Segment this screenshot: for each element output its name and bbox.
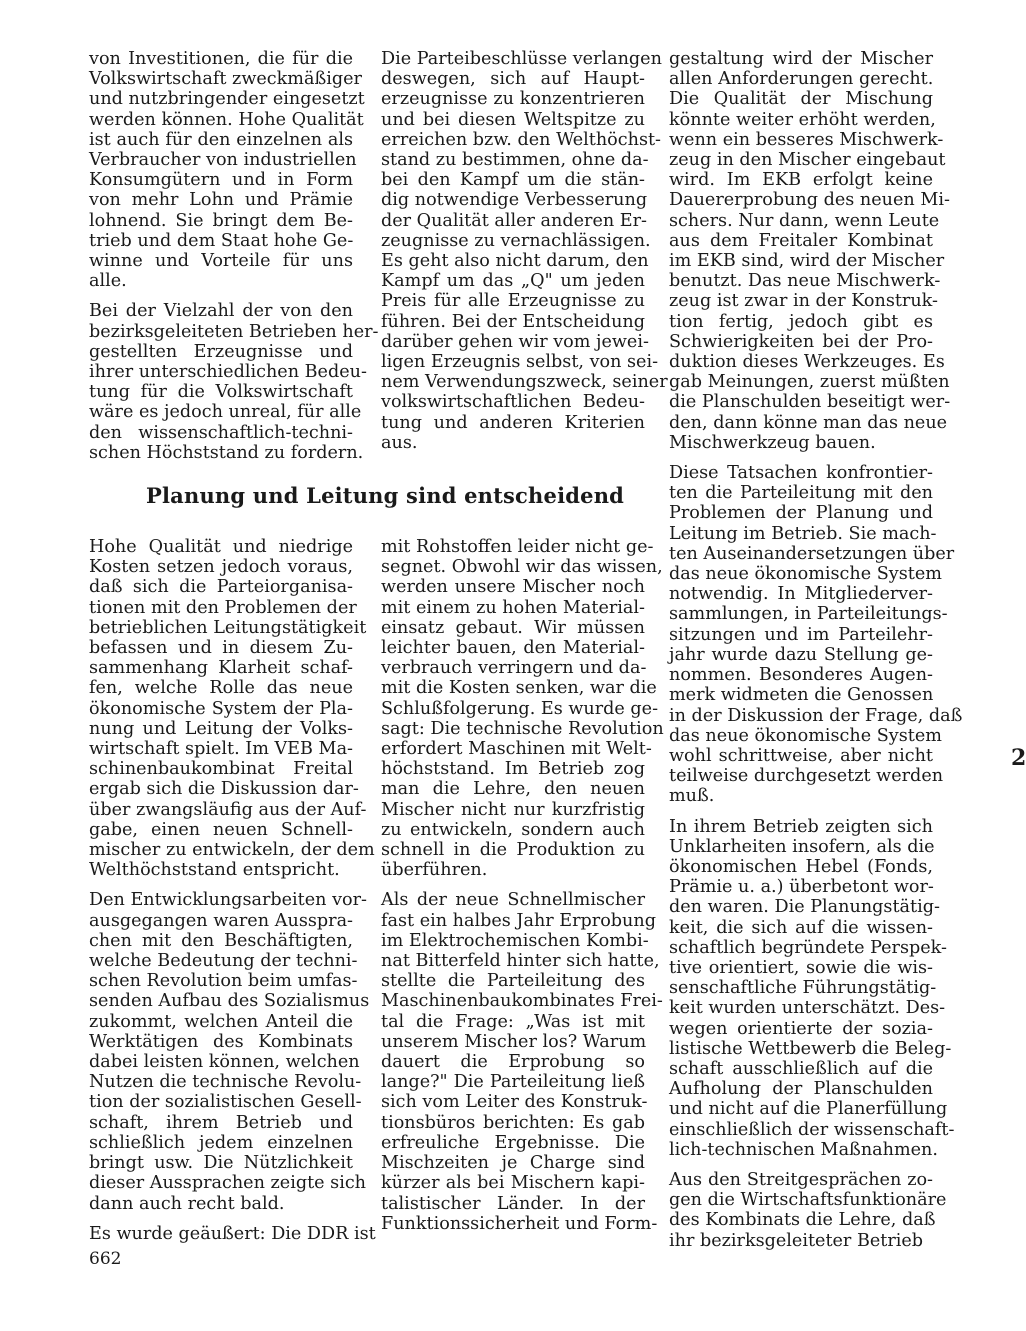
text-line: und bei diesen Weltspitze zu — [381, 109, 645, 130]
column-1-bottom — [89, 537, 376, 1254]
text-line: Bei der Vielzahl der von den — [89, 301, 353, 322]
text-line: tionen mit den Problemen der — [89, 597, 357, 618]
paragraph — [381, 49, 668, 453]
text-line: tion der sozialistischen Gesell- — [89, 1092, 362, 1113]
text-line: könnte weiter erhöht werden, — [669, 109, 936, 130]
text-line: das neue ökonomische System — [669, 725, 942, 746]
text-line: gab Meinungen, zuerst müßten — [669, 372, 950, 393]
text-line: Maschinenbaukombinates Frei- — [381, 991, 663, 1012]
text-line: volkswirtschaftlichen Bedeu- — [381, 392, 645, 413]
text-line: dig notwendige Verbesserung — [381, 190, 648, 211]
text-line: Verbraucher von industriellen — [89, 150, 357, 171]
text-line: Den Entwicklungsarbeiten vor- — [89, 890, 367, 911]
column-3 — [669, 49, 963, 1261]
text-line: wirtschaft spielt. Im VEB Ma- — [89, 739, 354, 760]
text-line: von mehr Lohn und Prämie — [89, 190, 353, 211]
text-line: lange?" Die Parteileitung ließ — [381, 1072, 645, 1093]
text-line: werden können. Hohe Qualität — [89, 109, 364, 130]
text-line: überführen. — [381, 860, 488, 881]
paragraph — [381, 537, 664, 881]
text-line: schnell in die Produktion zu — [381, 840, 645, 861]
text-line: Kosten setzen jedoch voraus, — [89, 557, 353, 578]
text-line: nommen. Besonderes Augen- — [669, 665, 933, 686]
paragraph — [381, 890, 663, 1234]
text-line: lohnend. Sie bringt dem Be- — [89, 210, 353, 231]
text-line: erfordert Maschinen mit Welt- — [381, 739, 652, 760]
text-line: schinenbaukombinat Freital — [89, 759, 353, 780]
text-line: dabei leisten können, welchen — [89, 1052, 360, 1073]
text-line: zu entwickeln, sondern auch — [381, 819, 645, 840]
text-line: sagt: Die technische Revolution — [381, 718, 664, 739]
text-line: Mischwerkzeug bauen. — [669, 432, 876, 453]
text-line: winne und Vorteile für uns — [89, 251, 353, 272]
column-2-top — [381, 49, 668, 463]
text-line: tionsbüros berichten: Es gab — [381, 1112, 645, 1133]
text-line: des Kombinats die Lehre, daß — [669, 1210, 936, 1231]
text-line: ten Auseinandersetzungen über — [669, 543, 955, 564]
text-line: Mischer nicht nur kurzfristig — [381, 799, 645, 820]
text-line: Welthöchststand entspricht. — [89, 860, 340, 881]
text-line: im Elektrochemischen Kombi- — [381, 930, 649, 951]
paragraph — [669, 463, 963, 807]
text-line: tung und anderen Kriterien — [381, 412, 645, 433]
text-line: bezirksgeleiteten Betrieben her- — [89, 321, 379, 342]
text-line: kürzer als bei Mischern kapi- — [381, 1173, 645, 1194]
text-line: jahr wurde dazu Stellung ge- — [669, 644, 933, 665]
text-line: dann auch recht bald. — [89, 1193, 285, 1214]
text-line: Problemen der Planung und — [669, 503, 933, 524]
text-line: stand zu bestimmen, ohne da- — [381, 150, 649, 171]
text-line: Als der neue Schnellmischer — [381, 890, 645, 911]
text-line: Unklarheiten insofern, als die — [669, 836, 935, 857]
text-line: teilweise durchgesetzt werden — [669, 766, 944, 787]
margin-mark: 2 — [1011, 745, 1026, 771]
text-line: das neue ökonomische System — [669, 564, 942, 585]
text-line: Nutzen die technische Revolu- — [89, 1072, 362, 1093]
text-line: fen, welche Rolle das neue — [89, 678, 353, 699]
column-2-bottom — [381, 537, 664, 1244]
text-line: Konsumgütern und in Form — [89, 170, 353, 191]
text-line: Die Parteibeschlüsse verlangen — [381, 49, 662, 69]
text-line: tive orientiert, sowie die wis- — [669, 957, 933, 978]
text-line: darüber gehen wir vom jewei- — [381, 331, 649, 352]
text-line: Diese Tatsachen konfrontier- — [669, 463, 933, 484]
text-line: wegen orientierte der sozia- — [669, 1018, 933, 1039]
text-line: Hohe Qualität und niedrige — [89, 537, 353, 557]
text-line: ihr bezirksgeleiteter Betrieb — [669, 1230, 924, 1251]
text-line: schaft ausschließlich auf die — [669, 1058, 933, 1079]
text-line: wohl schrittweise, aber nicht — [669, 745, 933, 766]
paragraph — [669, 816, 955, 1160]
text-line: Aus den Streitgesprächen zo- — [669, 1169, 933, 1190]
text-line: bei den Kampf um die stän- — [381, 170, 645, 191]
text-line: führen. Bei der Entscheidung — [381, 311, 645, 332]
text-line: tion fertig, jedoch gibt es — [669, 311, 933, 332]
paragraph — [89, 890, 370, 1214]
text-line: zeugnisse zu vernachlässigen. — [381, 230, 651, 251]
text-line: einschließlich der wissenschaft- — [669, 1119, 955, 1140]
text-line: in der Diskussion der Frage, daß — [669, 705, 963, 726]
text-line: im EKB sind, wird der Mischer — [669, 251, 945, 272]
text-line: erfreuliche Ergebnisse. Die — [381, 1132, 645, 1153]
text-line: Leitung im Betrieb. Sie mach- — [669, 523, 937, 544]
text-line: gen die Wirtschaftsfunktionäre — [669, 1190, 947, 1211]
column-1-top — [89, 49, 379, 473]
text-line: gestaltung wird der Mischer — [669, 49, 933, 69]
text-line: keit wurden unterschätzt. Des- — [669, 998, 946, 1019]
text-line: den wissenschaftlich-techni- — [89, 422, 353, 443]
text-line: merk widmeten die Genossen — [669, 685, 934, 706]
text-line: senden Aufbau des Sozialismus — [89, 991, 370, 1012]
text-line: dauert die Erprobung so — [381, 1052, 645, 1073]
text-line: Preis für alle Erzeugnisse zu — [381, 291, 645, 312]
text-line: dieser Aussprachen zeigte sich — [89, 1173, 367, 1194]
paragraph — [669, 1169, 947, 1251]
text-line: listische Wettbewerb die Beleg- — [669, 1038, 952, 1059]
text-line: ökonomischen Hebel (Fonds, — [669, 856, 933, 877]
text-line: schen Höchststand zu fordern. — [89, 442, 364, 463]
paragraph — [89, 49, 365, 292]
text-line: werden unsere Mischer noch — [381, 577, 645, 598]
paragraph — [669, 49, 951, 453]
text-line: ergab sich die Diskussion dar- — [89, 779, 359, 800]
text-line: ligen Erzeugnis selbst, von sei- — [381, 352, 659, 373]
text-line: man die Lehre, den neuen — [381, 779, 645, 800]
text-line: wäre es jedoch unreal, für alle — [89, 402, 362, 423]
text-line: allen Anforderungen gerecht. — [669, 69, 934, 90]
text-line: lich-technischen Maßnahmen. — [669, 1139, 938, 1160]
text-line: nem Verwendungszweck, seiner — [381, 372, 668, 393]
text-line: gabe, einen neuen Schnell- — [89, 819, 353, 840]
text-line: ausgegangen waren Ausspra- — [89, 910, 353, 931]
text-line: zeug ist zwar in der Konstruk- — [669, 291, 938, 312]
text-line: von Investitionen, die für die — [89, 49, 353, 69]
text-line: aus dem Freitaler Kombinat — [669, 230, 933, 251]
text-line: schers. Nur dann, wenn Leute — [669, 210, 940, 231]
text-line: erzeugnisse zu konzentrieren — [381, 89, 645, 110]
text-line: Werktätigen des Kombinats — [89, 1031, 353, 1052]
text-line: nung und Leitung der Volks- — [89, 718, 353, 739]
text-line: trieb und dem Staat hohe Ge- — [89, 230, 354, 251]
text-line: senschaftliche Führungstätig- — [669, 978, 937, 999]
text-line: schen Revolution beim umfas- — [89, 971, 358, 992]
text-line: befassen und in diesem Zu- — [89, 638, 353, 659]
text-line: erreichen bzw. den Welthöchst- — [381, 129, 661, 150]
text-line: sitzungen und im Parteilehr- — [669, 624, 933, 645]
text-line: wird. Im EKB erfolgt keine — [669, 170, 933, 191]
text-line: zukommt, welchen Anteil die — [89, 1011, 353, 1032]
text-line: den, dann könne man das neue — [669, 412, 948, 433]
text-line: mit Rohstoffen leider nicht ge- — [381, 537, 654, 557]
text-line: und nutzbringender eingesetzt — [89, 89, 365, 110]
text-line: daß sich die Parteiorganisa- — [89, 577, 353, 598]
text-line: Schlußfolgerung. Es wurde ge- — [381, 698, 659, 719]
text-line: Dauererprobung des neuen Mi- — [669, 190, 950, 211]
text-line: Es wurde geäußert: Die DDR ist — [89, 1223, 376, 1244]
paragraph — [89, 537, 375, 881]
text-line: ökonomische System der Pla- — [89, 698, 353, 719]
text-line: gestellten Erzeugnisse und — [89, 341, 353, 362]
text-line: Volkswirtschaft zweckmäßiger — [89, 69, 362, 90]
section-heading: Planung und Leitung sind entscheidend — [146, 483, 625, 508]
text-line: wenn ein besseres Mischwerk- — [669, 129, 944, 150]
text-line: und nicht auf die Planerfüllung — [669, 1099, 948, 1120]
text-line: schließlich jedem einzelnen — [89, 1132, 353, 1153]
text-line: Prämie u. a.) überbetont wor- — [669, 877, 934, 898]
text-line: die Planschulden beseitigt wer- — [669, 392, 951, 413]
text-line: verbrauch verringern und da- — [381, 658, 647, 679]
page-number: 662 — [89, 1249, 122, 1269]
text-line: benutzt. Das neue Mischwerk- — [669, 271, 941, 292]
text-line: fast ein halbes Jahr Erprobung — [381, 910, 656, 931]
text-line: mischer zu entwickeln, der dem — [89, 840, 375, 861]
text-line: der Qualität aller anderen Er- — [381, 210, 647, 231]
text-line: stellte die Parteileitung des — [381, 971, 645, 992]
text-line: duktion dieses Werkzeuges. Es — [669, 352, 945, 373]
text-line: nat Bitterfeld hinter sich hatte, — [381, 951, 660, 972]
text-line: Funktionssicherheit und Form- — [381, 1213, 658, 1234]
text-line: mit die Kosten senken, war die — [381, 678, 657, 699]
text-line: Mischzeiten je Charge sind — [381, 1153, 645, 1174]
text-line: Kampf um das „Q" um jeden — [381, 271, 645, 292]
text-line: segnet. Obwohl wir das wissen, — [381, 557, 663, 578]
text-line: höchststand. Im Betrieb zog — [381, 759, 645, 780]
text-line: chen mit den Beschäftigten, — [89, 930, 353, 951]
text-line: aus. — [381, 432, 418, 453]
text-line: ist auch für den einzelnen als — [89, 129, 353, 150]
text-line: Aufholung der Planschulden — [669, 1079, 933, 1100]
text-line: muß. — [669, 786, 715, 807]
text-line: alle. — [89, 271, 127, 292]
text-line: sammenhang Klarheit schaf- — [89, 658, 353, 679]
text-line: tung für die Volkswirtschaft — [89, 382, 353, 403]
text-line: unserem Mischer los? Warum — [381, 1031, 647, 1052]
text-line: über zwangsläufig aus der Auf- — [89, 799, 367, 820]
text-line: schaft, ihrem Betrieb und — [89, 1112, 353, 1133]
paragraph — [89, 301, 379, 463]
text-line: betrieblichen Leitungstätigkeit — [89, 617, 367, 638]
text-line: talistischer Länder. In der — [381, 1193, 645, 1214]
text-line: notwendig. In Mitgliederver- — [669, 584, 933, 605]
text-line: keit, die sich auf die wissen- — [669, 917, 933, 938]
text-line: sich vom Leiter des Konstruk- — [381, 1092, 648, 1113]
paragraph — [89, 1223, 376, 1244]
text-line: einsatz gebaut. Wir müssen — [381, 617, 645, 638]
text-line: deswegen, sich auf Haupt- — [381, 69, 645, 90]
text-line: zeug in den Mischer eingebaut — [669, 150, 946, 171]
text-line: sammlungen, in Parteileitungs- — [669, 604, 948, 625]
text-line: tal die Frage: „Was ist mit — [381, 1011, 645, 1032]
text-line: welche Bedeutung der techni- — [89, 951, 358, 972]
text-line: leichter bauen, den Material- — [381, 638, 645, 659]
text-line: Schwierigkeiten bei der Pro- — [669, 331, 933, 352]
text-line: schaftlich begründete Perspek- — [669, 937, 947, 958]
text-line: bringt usw. Die Nützlichkeit — [89, 1153, 353, 1174]
text-line: Es geht also nicht darum, den — [381, 251, 649, 272]
text-line: ihrer unterschiedlichen Bedeu- — [89, 362, 367, 383]
text-line: ten die Parteileitung mit den — [669, 483, 933, 504]
text-line: den waren. Die Planungstätig- — [669, 897, 940, 918]
text-line: In ihrem Betrieb zeigten sich — [669, 816, 933, 837]
text-line: Die Qualität der Mischung — [669, 89, 933, 110]
text-line: mit einem zu hohen Material- — [381, 597, 645, 618]
